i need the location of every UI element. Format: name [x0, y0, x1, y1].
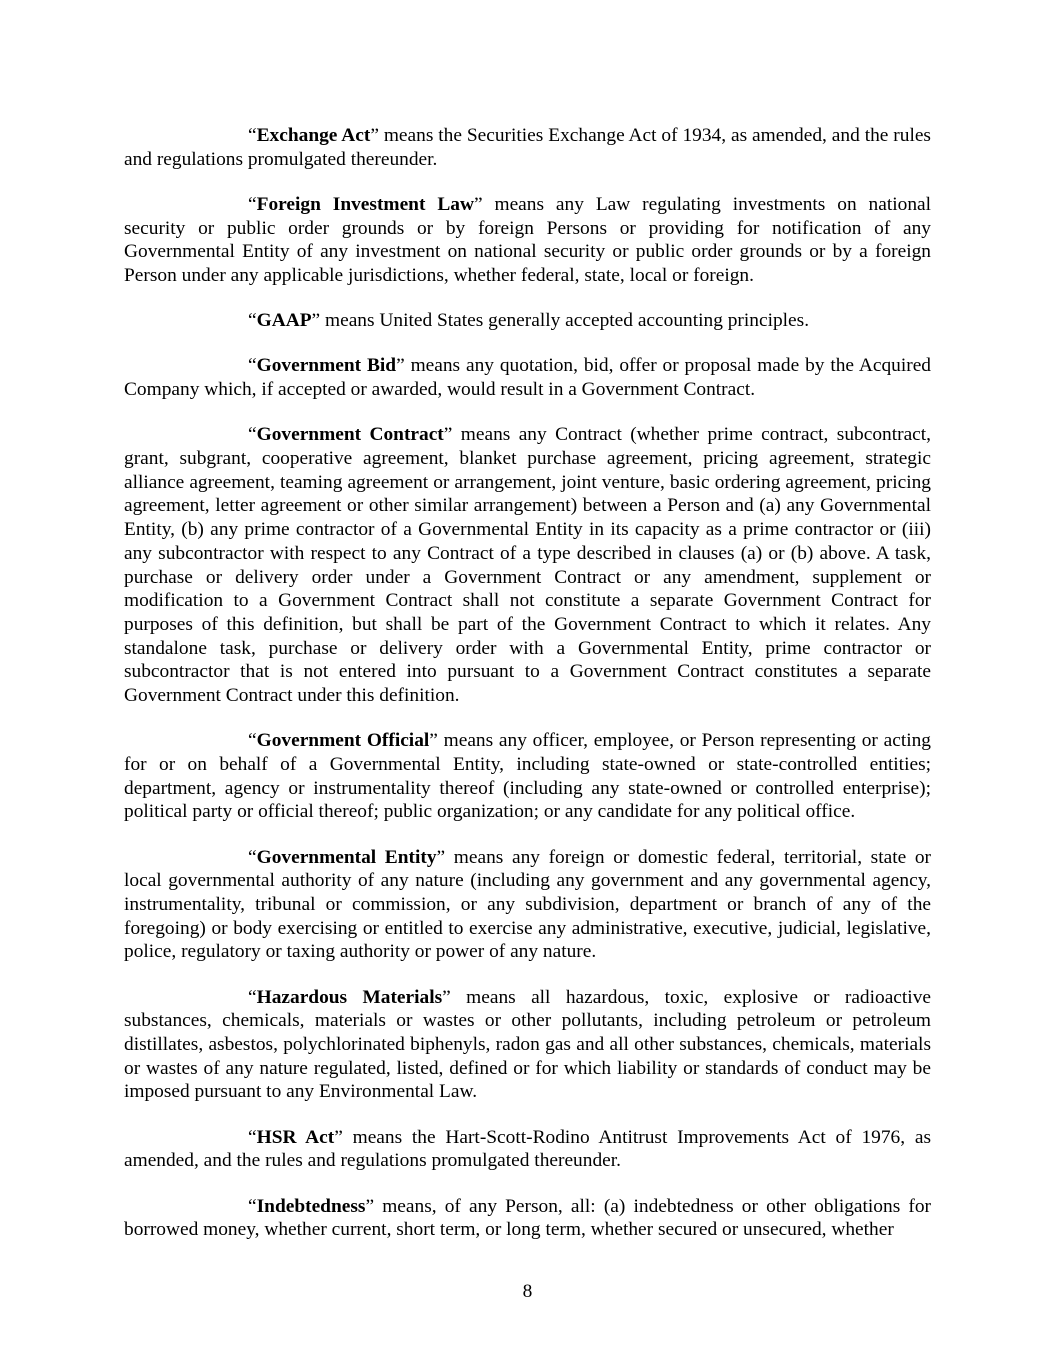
defined-term: Government Official [256, 730, 430, 752]
defined-term: Government Bid [256, 355, 397, 377]
definition-text: means any Contract (whether prime contract, subcontract, grant, subgrant, cooperative agreement, blanket purchase agreement, pricing agreement, strategic alliance agreement, teaming agreement or arrangement, joint venture, basic ordering agreement, pricing agreement, letter agreement or other similar arrangement) between a Person and (a) any Governmental Entity, (b) any prime contractor of a Governmental Entity in its capacity as a prime contractor or (iii) any subcontractor with respect to any Contract of a type described in clauses (a) or (b) above. A task, purchase or delivery order under a Government Contract or any amendment, supplement or modification to a Government Contract shall not constitute a separate Government Contract for purposes of this definition, but shall be part of the Government Contract to which it relates. Any standalone task, purchase or delivery order with a Governmental Entity, prime contractor or subcontractor that is not entered into pursuant to a Government Contract constitutes a separate Government Contract under this definition. [124, 424, 932, 707]
definition-paragraph: “Government Official” means any officer, employee, or Person representing or acting for or on behalf of a Governmental Entity, including state-owned or state-controlled entities; department, agency or instrumentality thereof (including any state-owned or controlled enterprise); political party or official thereof; public organization; or any candidate for any political office. [124, 730, 931, 823]
definition-text: means any foreign or domestic federal, territorial, state or local governmental authority of any nature (including any government and any governmental agency, instrumentality, tribunal or commission, or any subdivision, department or branch of any of the foregoing) or body exercising or entitled to exercise any administrative, executive, judicial, legislative, police, regulatory or taxing authority or power of any nature. [124, 846, 932, 963]
definition-paragraph: “Government Contract” means any Contract (whether prime contract, subcontract, grant, subgrant, cooperative agreement, blanket purchase agreement, pricing agreement, strategic alliance agreement, teaming agreement or arrangement, joint venture, basic ordering agreement, pricing agreement, letter agreement or other similar arrangement) between a Person and (a) any Governmental Entity, (b) any prime contractor of a Governmental Entity in its capacity as a prime contractor or (iii) any subcontractor with respect to any Contract of a type described in clauses (a) or (b) above. A task, purchase or delivery order under a Government Contract or any amendment, supplement or modification to a Government Contract shall not constitute a separate Government Contract for purposes of this definition, but shall be part of the Government Contract to which it relates. Any standalone task, purchase or delivery order with a Governmental Entity, prime contractor or subcontractor that is not entered into pursuant to a Government Contract constitutes a separate Government Contract under this definition. [124, 424, 932, 707]
definition-text: means any officer, employee, or Person representing or acting for or on behalf of a Governmental Entity, including state-owned or state-controlled entities; department, agency or instrumentality thereof (including any state-owned or controlled enterprise); political party or official thereof; public organization; or any candidate for any political office. [124, 730, 931, 823]
definition-paragraph: “GAAP” means United States generally accepted accounting principles. [248, 310, 810, 332]
defined-term: Exchange Act [256, 125, 371, 146]
definition-paragraph: “Foreign Investment Law” means any Law regulating investments on national security or public order grounds or by foreign Persons or providing for notification of any Governmental Entity of any investment on national security or public order grounds or by a foreign Person under any applicable jurisdictions, whether federal, state, local or foreign. [124, 193, 932, 287]
definition-paragraph: “Government Bid” means any quotation, bid, offer or proposal made by the Acquired Company which, if accepted or awarded, would result in a Government Contract. [124, 355, 931, 401]
definition-paragraph: “Hazardous Materials” means all hazardous, toxic, explosive or radioactive substances, chemicals, materials or wastes or other pollutants, including petroleum or petroleum distillates, asbestos, polychlorinated biphenyls, radon gas and all other substances, chemicals, materials or wastes of any nature regulated, listed, defined or for which liability or standards of conduct may be imposed pursuant to any Environmental Law. [124, 986, 931, 1103]
defined-term: Government Contract [256, 424, 444, 446]
defined-term: Indebtedness [256, 1195, 366, 1217]
definition-text: means the Hart-Scott-Rodino Antitrust Improvements Act of 1976, as amended, and the rules and regulations promulgated thereunder. [124, 1126, 932, 1172]
defined-term: GAAP [256, 310, 312, 332]
document-body [124, 124, 931, 1263]
definition-paragraph: “Governmental Entity” means any foreign or domestic federal, territorial, state or local governmental authority of any nature (including any government and any governmental agency, instrumentality, tribunal or commission, or any subdivision, department or branch of any of the foregoing) or body exercising or entitled to exercise any administrative, executive, judicial, legislative, police, regulatory or taxing authority or power of any nature. [124, 846, 932, 963]
definition-text: means United States generally accepted accounting principles. [320, 310, 810, 332]
defined-term: Foreign Investment Law [256, 193, 474, 215]
definition-text: means the Securities Exchange Act of 1934, as amended, and the rules and regulations promulgated thereunder. [124, 125, 931, 170]
defined-term: HSR Act [256, 1126, 335, 1148]
definition-text: means all hazardous, toxic, explosive or radioactive substances, chemicals, materials or wastes or other pollutants, including petroleum or petroleum distillates, asbestos, polychlorinated biphenyls, radon gas and all other substances, chemicals, materials or wastes of any nature regulated, listed, defined or for which liability or standards of conduct may be imposed pursuant to any Environmental Law. [124, 986, 931, 1103]
definition-paragraph: “Exchange Act” means the Securities Exchange Act of 1934, as amended, and the rules and regulations promulgated thereunder. [124, 125, 931, 170]
definition-text: means any quotation, bid, offer or proposal made by the Acquired Company which, if accepted or awarded, would result in a Government Contract. [124, 355, 931, 401]
definition-paragraph: “Indebtedness” means, of any Person, all: (a) indebtedness or other obligations for borrowed money, whether current, short term, or long term, whether secured or unsecured, whether [124, 1195, 931, 1241]
defined-term: Hazardous Materials [256, 986, 443, 1008]
definition-text: means any Law regulating investments on national security or public order grounds or by foreign Persons or providing for notification of any Governmental Entity of any investment on national security or public order grounds or by a foreign Person under any applicable jurisdictions, whether federal, state, local or foreign. [124, 193, 932, 287]
definition-text: means, of any Person, all: (a) indebtedness or other obligations for borrowed money, whether current, short term, or long term, whether secured or unsecured, whether [124, 1195, 931, 1241]
definition-paragraph: “HSR Act” means the Hart-Scott-Rodino Antitrust Improvements Act of 1976, as amended, and the rules and regulations promulgated thereunder. [124, 1126, 932, 1172]
defined-term: Governmental Entity [256, 846, 437, 868]
page-number: 8 [522, 1281, 533, 1302]
